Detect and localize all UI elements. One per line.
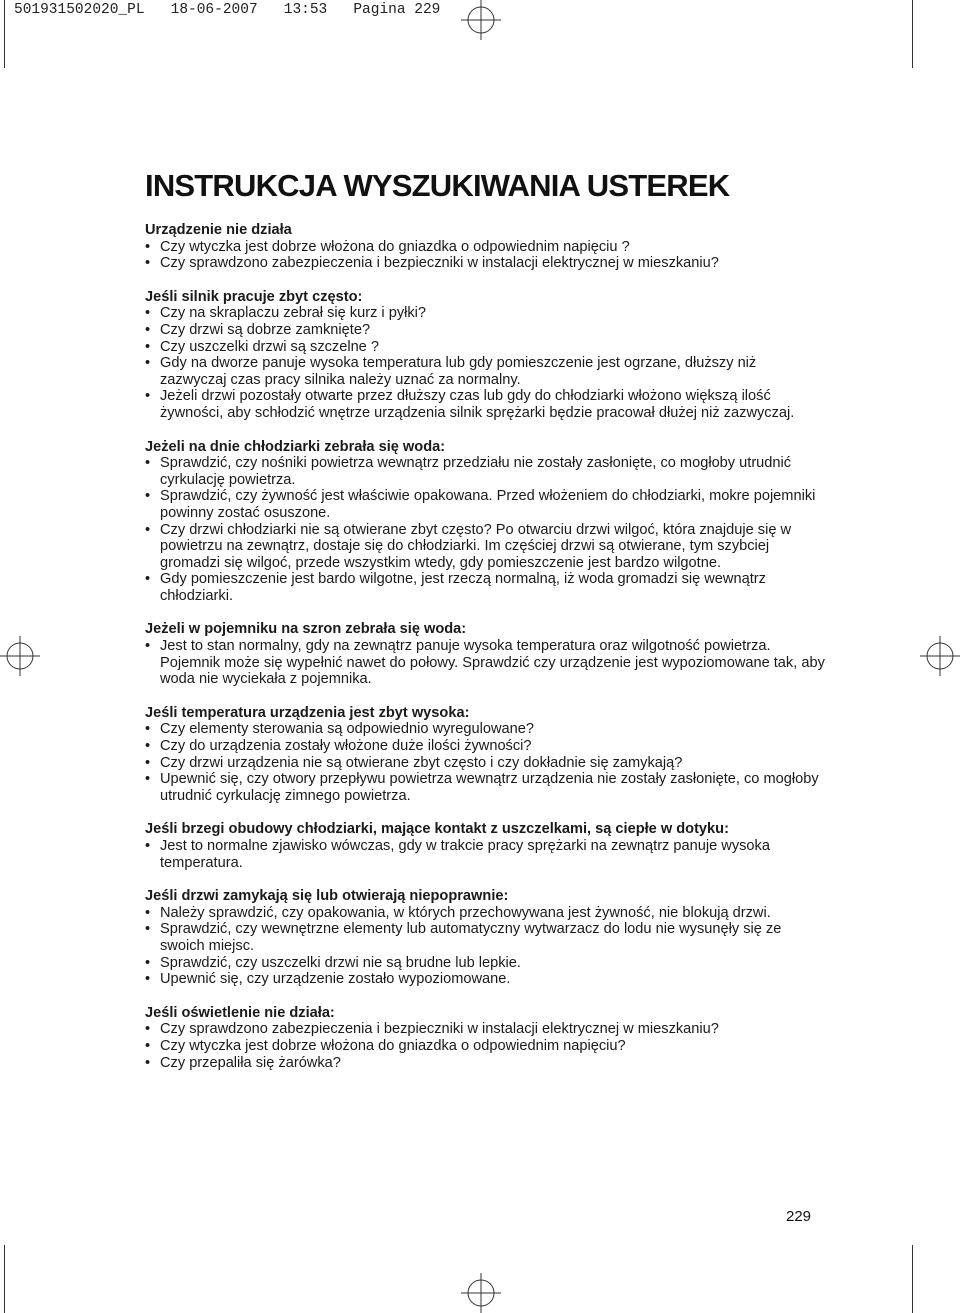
list-item: • Czy sprawdzono zabezpieczenia i bezpieczniki w instalacji elektrycznej w mieszkaniu? [145, 1021, 825, 1038]
list-item: • Jeżeli drzwi pozostały otwarte przez dłuższy czas lub gdy do chłodziarki włożono większą ilość żywności, aby schłodzić wnętrze urządzenia silnik sprężarki będzie pracował dłużej niż zazwyczaj. [145, 388, 825, 421]
list-item: • Czy uszczelki drzwi są szczelne ? [145, 339, 825, 356]
crop-mark-bottom-right [912, 1245, 913, 1313]
section-heading: Jeśli temperatura urządzenia jest zbyt wysoka: [145, 704, 470, 721]
list-item: • Sprawdzić, czy uszczelki drzwi nie są brudne lub lepkie. [145, 955, 825, 972]
list-item: • Należy sprawdzić, czy opakowania, w których przechowywana jest żywność, nie blokują drzwi. [145, 905, 825, 922]
section-water-in-frost-container [145, 621, 825, 687]
list-item: • Czy wtyczka jest dobrze włożona do gniazdka o odpowiednim napięciu? [145, 1038, 825, 1055]
list-item: • Czy przepaliła się żarówka? [145, 1055, 825, 1072]
list-item: • Sprawdzić, czy wewnętrzne elementy lub automatyczny wytwarzacz do lodu nie wysunęły się ze swoich miejsc. [145, 921, 825, 954]
bullet-list [145, 838, 825, 871]
registration-mark-left-icon [0, 636, 40, 676]
section-door-problems [145, 888, 825, 988]
list-item: • Upewnić się, czy otwory przepływu powietrza wewnątrz urządzenia nie zostały zasłonięte, co mogłoby utrudnić cyrkulację zimnego powietrza. [145, 771, 825, 804]
crop-mark-top-right [912, 0, 913, 68]
section-water-on-bottom [145, 439, 825, 605]
section-heading: Jeżeli na dnie chłodziarki zebrała się woda: [145, 438, 446, 455]
registration-mark-bottom-icon [461, 1273, 501, 1313]
list-item: • Sprawdzić, czy nośniki powietrza wewnątrz przedziału nie zostały zasłonięte, co mogłoby utrudnić cyrkulację powietrza. [145, 455, 825, 488]
bullet-list [145, 305, 825, 421]
section-heading: Jeśli drzwi zamykają się lub otwierają niepoprawnie: [145, 888, 509, 905]
crop-mark-bottom-left [4, 1245, 5, 1313]
section-device-not-working [145, 222, 825, 272]
registration-mark-top-icon [461, 0, 501, 40]
bullet-list [145, 239, 825, 272]
page-number: 229 [786, 1208, 812, 1225]
section-motor-runs-often [145, 289, 825, 422]
page-title: INSTRUKCJA WYSZUKIWANIA USTEREK [145, 168, 730, 203]
list-item: • Czy drzwi są dobrze zamknięte? [145, 322, 825, 339]
list-item: • Sprawdzić, czy żywność jest właściwie opakowana. Przed włożeniem do chłodziarki, mokre pojemniki powinny zostać osuszone. [145, 488, 825, 521]
section-heading: Jeśli brzegi obudowy chłodziarki, mające kontakt z uszczelkami, są ciepłe w dotyku: [145, 821, 729, 838]
crop-mark-top-left [4, 0, 5, 68]
bullet-list [145, 1021, 825, 1071]
bullet-list [145, 638, 825, 688]
document-body [145, 168, 825, 1088]
section-heading: Jeśli silnik pracuje zbyt często: [145, 288, 363, 305]
section-heading: Urządzenie nie działa [145, 222, 292, 238]
list-item: • Czy na skraplaczu zebrał się kurz i pyłki? [145, 305, 825, 322]
section-heading: Jeżeli w pojemniku na szron zebrała się woda: [145, 621, 467, 638]
list-item: • Gdy na dworze panuje wysoka temperatura lub gdy pomieszczenie jest ogrzane, dłuższy niż zazwyczaj czas pracy silnika należy uznać za normalny. [145, 355, 825, 388]
list-item: • Czy wtyczka jest dobrze włożona do gniazdka o odpowiednim napięciu ? [145, 239, 825, 256]
list-item: • Czy do urządzenia zostały włożone duże ilości żywności? [145, 738, 825, 755]
section-light-not-working [145, 1005, 825, 1071]
list-item: • Czy elementy sterowania są odpowiednio wyregulowane? [145, 721, 825, 738]
bullet-list [145, 455, 825, 604]
list-item: • Czy drzwi chłodziarki nie są otwierane zbyt często? Po otwarciu drzwi wilgoć, która znajduje się w powietrzu na zewnątrz, dostaje się do chłodziarki. Im częściej drzwi są otwierane, tym szybciej gromadzi się wilgoć, przede wszystkim wtedy, gdy pomieszczenie jest bardzo wilgotne. [145, 522, 825, 572]
list-item: • Czy drzwi urządzenia nie są otwierane zbyt często i czy dokładnie się zamykają? [145, 755, 825, 772]
bullet-list [145, 721, 825, 804]
bullet-list [145, 905, 825, 988]
list-item: • Gdy pomieszczenie jest bardo wilgotne, jest rzeczą normalną, iż woda gromadzi się wewnątrz chłodziarki. [145, 571, 825, 604]
section-warm-edges [145, 821, 825, 871]
print-slug: 501931502020_PL 18-06-2007 13:53 Pagina 229 [14, 2, 441, 18]
list-item: • Czy sprawdzono zabezpieczenia i bezpieczniki w instalacji elektrycznej w mieszkaniu? [145, 255, 825, 272]
section-heading: Jeśli oświetlenie nie działa: [145, 1004, 335, 1021]
section-temperature-too-high [145, 705, 825, 805]
list-item: • Upewnić się, czy urządzenie zostało wypoziomowane. [145, 971, 825, 988]
registration-mark-right-icon [920, 636, 960, 676]
list-item: • Jest to normalne zjawisko wówczas, gdy w trakcie pracy sprężarki na zewnątrz panuje wysoka temperatura. [145, 838, 825, 871]
list-item: • Jest to stan normalny, gdy na zewnątrz panuje wysoka temperatura oraz wilgotność powietrza. Pojemnik może się wypełnić nawet do połowy. Sprawdzić czy urządzenie jest wypoziomowane tak, aby woda nie wyciekała z pojemnika. [145, 638, 825, 688]
